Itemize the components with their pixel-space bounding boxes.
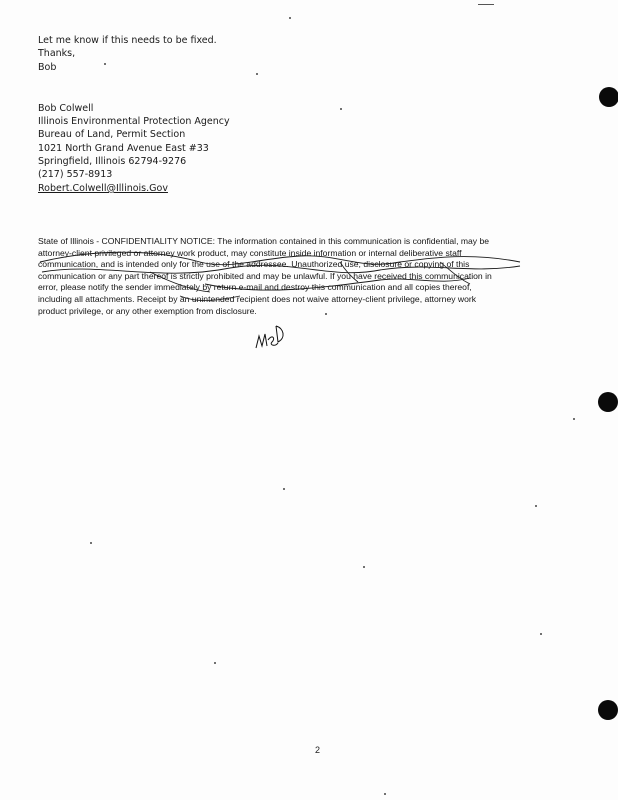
scan-speck — [535, 505, 537, 507]
signature-email-link[interactable]: Robert.Colwell@Illinois.Gov — [38, 183, 168, 194]
notice-line: communication, and is intended only for the use of the addressee. Unauthorized use, disclosure or copying of this — [38, 259, 470, 270]
punch-hole-middle — [598, 392, 618, 412]
closing-line-2: Thanks, — [38, 48, 76, 59]
notice-line: attorney-client privileged or attorney work product, may constitute inside information or internal deliberative staff — [38, 247, 462, 258]
scan-speck — [283, 488, 285, 490]
scan-speck — [325, 313, 327, 315]
notice-line: including all attachments. Receipt by an unintended recipient does not waive attorney-client privilege, attorney work — [38, 293, 477, 304]
closing-line-3: Bob — [38, 62, 57, 73]
scan-speck — [90, 542, 92, 544]
signature-phone: (217) 557-8913 — [38, 169, 113, 180]
signature-bureau: Bureau of Land, Permit Section — [38, 129, 186, 140]
scan-speck — [384, 793, 386, 795]
notice-line: product privilege, or any other exemption from disclosure. — [38, 305, 257, 316]
punch-hole-bottom — [598, 700, 618, 720]
scan-speck — [573, 418, 575, 420]
scan-speck — [214, 662, 216, 664]
confidentiality-notice — [38, 236, 590, 317]
closing-line-1: Let me know if this needs to be fixed. — [38, 35, 217, 46]
scan-speck — [289, 17, 291, 19]
scan-speck — [340, 108, 342, 110]
scan-speck — [256, 73, 258, 75]
scan-speck — [363, 566, 365, 568]
notice-line: error, please notify the sender immediately by return e-mail and destroy this communication and all copies thereof, — [38, 282, 472, 293]
signature-agency: Illinois Environmental Protection Agency — [38, 116, 230, 127]
signature-city: Springfield, Illinois 62794-9276 — [38, 156, 187, 167]
notice-line: State of Illinois - CONFIDENTIALITY NOTICE: The information contained in this communication is confidential, may be — [38, 236, 490, 246]
page-number: 2 — [315, 745, 321, 755]
scan-mark — [478, 4, 494, 5]
handwritten-initials-glyph — [256, 326, 283, 348]
signature-name: Bob Colwell — [38, 103, 94, 114]
scan-speck — [104, 63, 106, 65]
scan-speck — [540, 633, 542, 635]
notice-line: communication or any part thereof is strictly prohibited and may be unlawful. If you have received this communication in — [38, 270, 492, 281]
signature-street: 1021 North Grand Avenue East #33 — [38, 143, 209, 154]
punch-hole-top — [599, 87, 618, 107]
